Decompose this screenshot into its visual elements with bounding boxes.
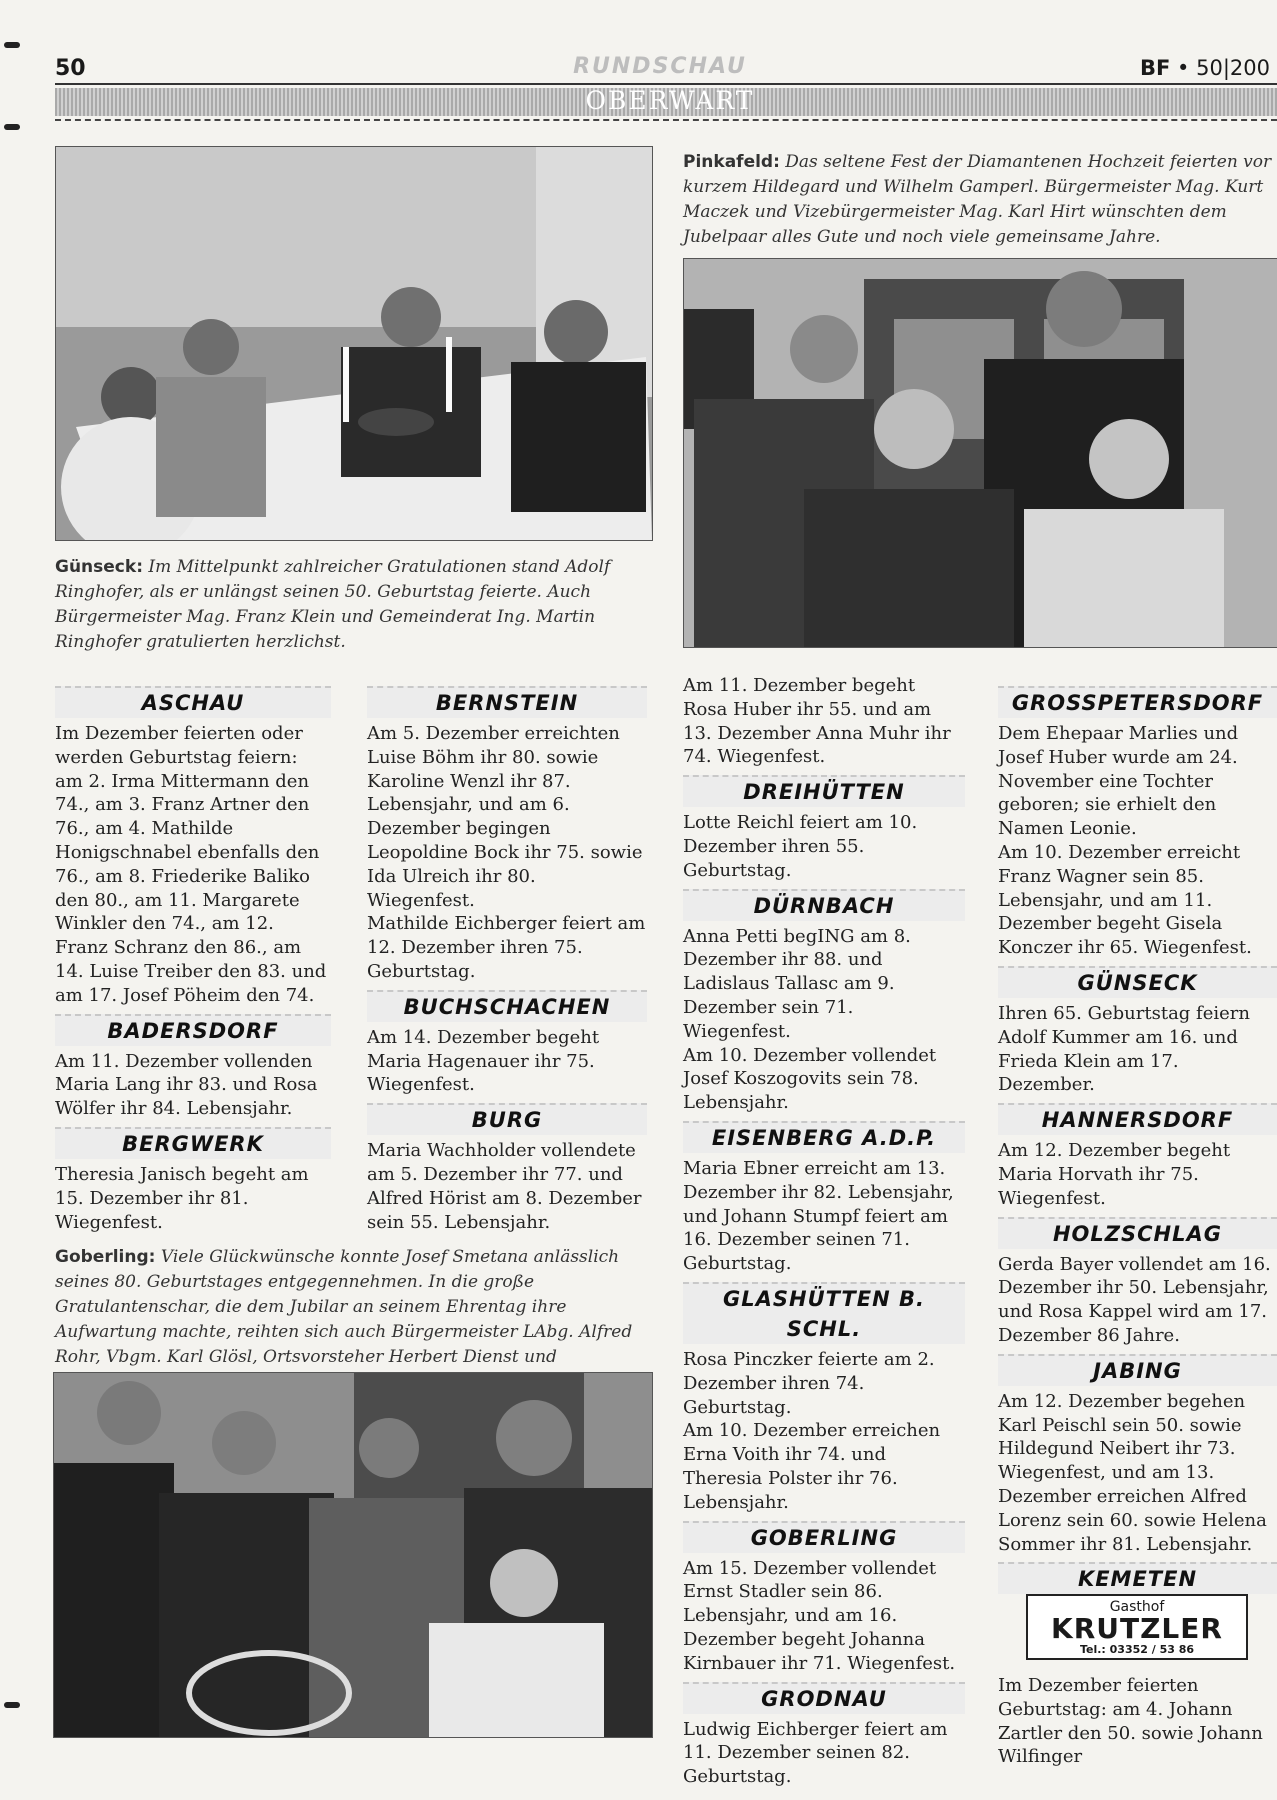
heading-grodnau: GRODNAU — [683, 1682, 965, 1714]
text-buchschachen: Am 14. Dezember begeht Maria Hagenauer ihr 75. Wiegenfest. — [367, 1026, 600, 1096]
heading-bergwerk: BERGWERK — [55, 1127, 331, 1159]
photo-pinkafeld-image — [684, 259, 1277, 647]
caption-place: Pinkafeld: — [683, 152, 780, 172]
heading-holzschlag: HOLZSCHLAG — [998, 1217, 1277, 1249]
caption-text: Das seltene Fest der Diamantenen Hochzeit feierten vor kurzem Hildegard und Wilhelm Gamperl. Bürgermeister Mag. Kurt Maczek und Vizebürgermeister Mag. Karl Hirt wünschten dem Jubelpaar alles Gute und noch viele gemeinsame Jahre. — [683, 152, 1272, 247]
issue-info — [1140, 56, 1270, 80]
heading-bernstein: BERNSTEIN — [367, 686, 647, 718]
column-2 — [367, 680, 647, 1234]
heading-glashuetten: GLASHÜTTEN B. SCHL. — [683, 1282, 965, 1344]
column-3 — [683, 674, 965, 1789]
text-glashuetten-2: Am 10. Dezember erreichen Erna Voith ihr 74. und Theresia Polster ihr 76. Lebensjahr. — [683, 1420, 941, 1513]
photo-guenseck — [55, 146, 653, 541]
issue-separator: • — [1177, 56, 1197, 80]
column-4 — [998, 680, 1277, 1598]
photo-goberling — [53, 1372, 653, 1738]
heading-goberling: GOBERLING — [683, 1521, 965, 1553]
text-bernstein: Am 5. Dezember erreichten Luise Böhm ihr 80. sowie Karoline Wenzl ihr 87. Lebensjahr, und am 6. Dezember begingen Leopoldine Bock ihr 75. sowie Ida Ulreich ihr 80. Wiegenfest. — [367, 723, 643, 911]
column-1 — [55, 680, 331, 1234]
heading-grosspetersdorf: GROSSPETERSDORF — [998, 686, 1277, 718]
text-col3-intro: Am 11. Dezember begeht Rosa Huber ihr 55. und am 13. Dezember Anna Muhr ihr 74. Wiegenfest. — [683, 675, 951, 768]
text-grosspetersdorf: Dem Ehepaar Marlies und Josef Huber wurde am 24. November eine Tochter geboren; sie erhielt den Namen Leonie. — [998, 723, 1239, 840]
heading-dreihuetten: DREIHÜTTEN — [683, 775, 965, 807]
text-aschau: Im Dezember feierten oder werden Geburtstag feiern: am 2. Irma Mittermann den 74., am 3. Franz Artner den 76., am 4. Mathilde Honigschnabel ebenfalls den 76., am 8. Friederike Baliko den 80., am 11. Margarete Winkler den 74., am 12. Franz Schranz den 86., am 14. Luise Treiber den 83. und am 17. Josef Pöheim den 74. — [55, 723, 327, 1006]
heading-buchschachen: BUCHSCHACHEN — [367, 990, 647, 1022]
text-dreihuetten: Lotte Reichl feiert am 10. Dezember ihren 55. Geburtstag. — [683, 812, 918, 881]
ad-name: KRUTZLER — [1051, 1612, 1223, 1645]
text-duernbach-2: Am 10. Dezember vollendet Josef Koszogovits sein 78. Lebensjahr. — [683, 1044, 937, 1114]
heading-burg: BURG — [367, 1103, 647, 1135]
ad-line1: Gasthof — [1109, 1599, 1165, 1615]
page-number: 50 — [55, 56, 86, 81]
heading-duernbach: DÜRNBACH — [683, 889, 965, 921]
text-goberling: Am 15. Dezember vollendet Ernst Stadler sein 86. Lebensjahr, und am 16. Dezember begeht Johanna Kirnbauer ihr 71. Wiegenfest. — [683, 1557, 956, 1674]
header-rule — [55, 83, 1277, 85]
heading-eisenberg: EISENBERG A.D.P. — [683, 1121, 965, 1153]
caption-text: Viele Glückwünsche konnte Josef Smetana anlässlich seines 80. Geburtstages entgegennehmen. In die große Gratulantenschar, die dem Jubilar an seinem Ehrentag ihre Aufwartung machte, reihten sich auch Bürgermeister LAbg. Alfred Rohr, Vbgm. Karl Glösl, Ortsvorsteher Herbert Dienst und — [55, 1247, 633, 1367]
text-kemeten: Im Dezember feierten Geburtstag: am 4. Johann Zartler den 50. sowie Johann Wilfinger — [998, 1675, 1263, 1768]
heading-badersdorf: BADERSDORF — [55, 1014, 331, 1046]
heading-aschau: ASCHAU — [55, 686, 331, 718]
header-dashed-rule — [55, 119, 1277, 121]
margin-mark — [4, 42, 20, 48]
text-bergwerk: Theresia Janisch begeht am 15. Dezember ihr 81. Wiegenfest. — [55, 1163, 309, 1233]
photo-goberling-image — [54, 1373, 652, 1737]
margin-mark — [4, 124, 20, 130]
issue-number: 50|200 — [1196, 56, 1270, 80]
photo-pinkafeld — [683, 258, 1277, 648]
caption-guenseck — [55, 555, 651, 655]
section-kicker: RUNDSCHAU — [573, 54, 747, 79]
column-4-outro — [998, 1674, 1277, 1769]
text-grodnau: Ludwig Eichberger feiert am 11. Dezember seinen 82. Geburtstag. — [683, 1718, 948, 1788]
text-hannersdorf: Am 12. Dezember begeht Maria Horvath ihr 75. Wiegenfest. — [998, 1140, 1231, 1209]
heading-kemeten: KEMETEN — [998, 1562, 1277, 1594]
text-grosspetersdorf-2: Am 10. Dezember erreicht Franz Wagner sein 85. Lebensjahr, und am 11. Dezember begeht Gisela Konczer ihr 65. Wiegenfest. — [998, 841, 1252, 959]
text-burg: Maria Wachholder vollendete am 5. Dezember ihr 77. und Alfred Hörist am 8. Dezember sein 55. Lebensjahr. — [367, 1140, 642, 1233]
section-title: OBERWART — [585, 86, 755, 115]
paper-name: BF — [1140, 56, 1171, 80]
text-eisenberg: Maria Ebner erreicht am 13. Dezember ihr 82. Lebensjahr, und Johann Stumpf feiert am 16. Dezember seinen 71. Geburtstag. — [683, 1157, 954, 1275]
text-guenseck: Ihren 65. Geburtstag feiern Adolf Kummer am 16. und Frieda Klein am 17. Dezember. — [998, 1002, 1250, 1096]
photo-guenseck-image — [56, 147, 652, 540]
text-holzschlag: Gerda Bayer vollendet am 16. Dezember ihr 50. Lebensjahr, und Rosa Kappel wird am 17. Dezember 86 Jahre. — [998, 1253, 1271, 1346]
ad-gasthof-krutzler — [1026, 1594, 1248, 1660]
caption-place: Günseck: — [55, 557, 143, 577]
margin-mark — [4, 1702, 20, 1708]
text-duernbach: Anna Petti begING am 8. Dezember ihr 88. und Ladislaus Tallasc am 9. Dezember sein 71. Wiegenfest. — [683, 925, 911, 1042]
caption-pinkafeld — [683, 150, 1273, 250]
caption-text: Im Mittelpunkt zahlreicher Gratulationen stand Adolf Ringhofer, als er unlängst seinen 50. Geburtstag feierte. Auch Bürgermeister Mag. Franz Klein und Gemeinderat Ing. Martin Ringhofer gratulierten herzlichst. — [55, 557, 611, 652]
ad-phone: Tel.: 03352 / 53 86 — [1079, 1643, 1195, 1656]
text-glashuetten: Rosa Pinczker feierte am 2. Dezember ihren 74. Geburtstag. — [683, 1348, 935, 1418]
heading-guenseck: GÜNSECK — [998, 966, 1277, 998]
heading-hannersdorf: HANNERSDORF — [998, 1103, 1277, 1135]
text-bernstein-2: Mathilde Eichberger feiert am 12. Dezember ihren 75. Geburtstag. — [367, 913, 646, 982]
heading-jabing: JABING — [998, 1354, 1277, 1386]
text-jabing: Am 12. Dezember begehen Karl Peischl sein 50. sowie Hildegund Neibert ihr 73. Wiegenfest, und am 13. Dezember erreichen Alfred Lorenz sein 60. sowie Helena Sommer ihr 81. Lebensjahr. — [998, 1390, 1267, 1555]
text-badersdorf: Am 11. Dezember vollenden Maria Lang ihr 83. und Rosa Wölfer ihr 84. Lebensjahr. — [55, 1050, 318, 1120]
caption-place: Goberling: — [55, 1247, 156, 1267]
